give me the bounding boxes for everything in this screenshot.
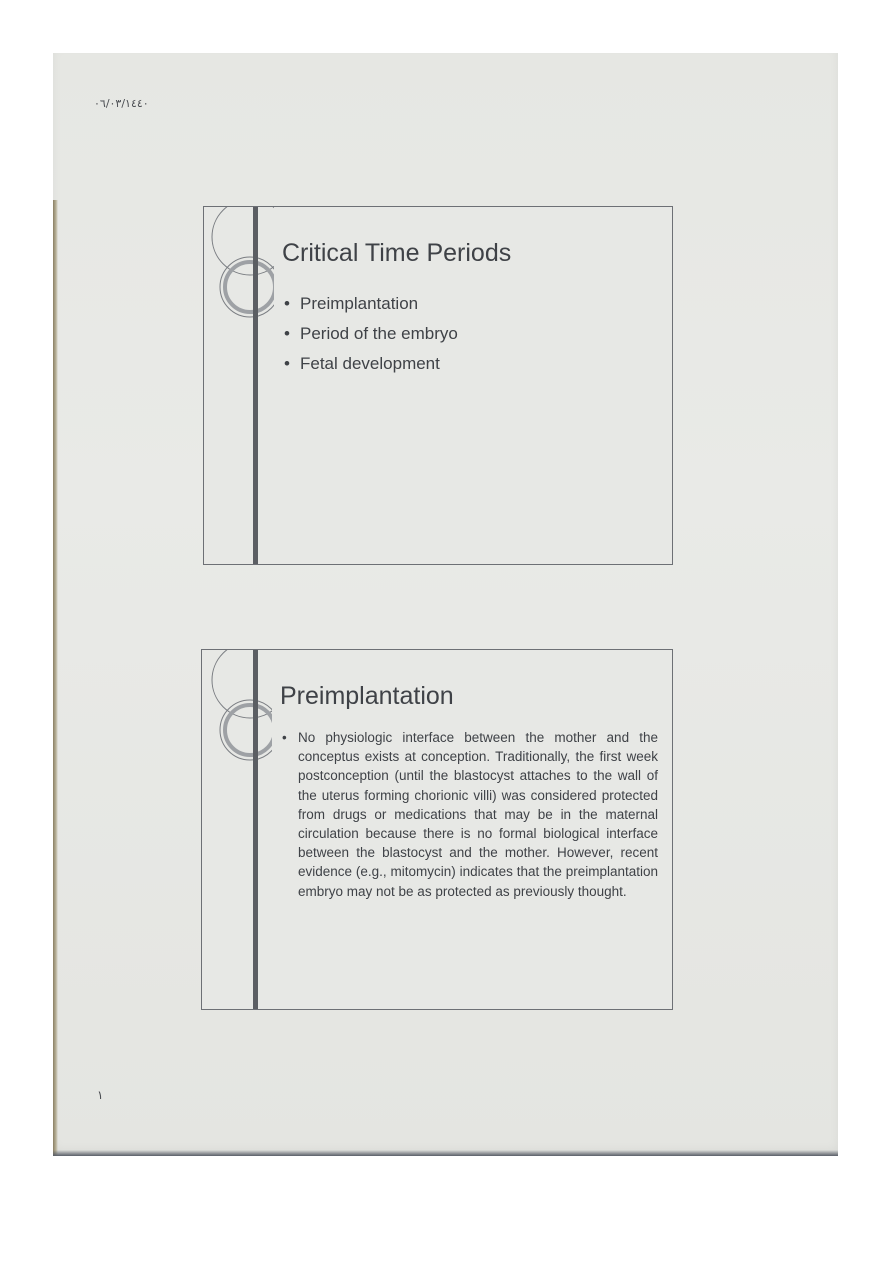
bullet-item: • Period of the embryo: [284, 319, 458, 349]
bullet-list: [284, 289, 458, 379]
page-edge-shadow: [53, 200, 58, 1156]
circle-ornament-icon: [202, 650, 272, 770]
page-number: ١: [97, 1088, 104, 1102]
slide-vertical-bar: [253, 650, 258, 1009]
slide-title: Critical Time Periods: [282, 239, 512, 267]
slide-preimplantation: [201, 649, 673, 1010]
handwritten-date: ٠٦/٠٣/١٤٤٠: [94, 97, 149, 110]
bullet-item: • Preimplantation: [284, 289, 458, 319]
bullet-item: • No physiologic interface between the mother and the conceptus exists at conception. Traditionally, the first week postconception (until the blastocyst attaches to the wall of the uterus forming chorionic villi) was considered protected from drugs or medications that may be in the maternal circulation because there is no formal biological interface between the blastocyst and the mother. However, recent evidence (e.g., mitomycin) indicates that the preimplantation embryo may not be as protected as previously thought.: [282, 728, 658, 901]
bullet-list: [282, 728, 658, 901]
slide-critical-time-periods: [203, 206, 673, 565]
bullet-item: • Fetal development: [284, 349, 458, 379]
circle-ornament-icon: [204, 207, 274, 327]
slide-title: Preimplantation: [280, 682, 454, 710]
page-bottom-shadow: [53, 1150, 838, 1156]
slide-vertical-bar: [253, 207, 258, 564]
